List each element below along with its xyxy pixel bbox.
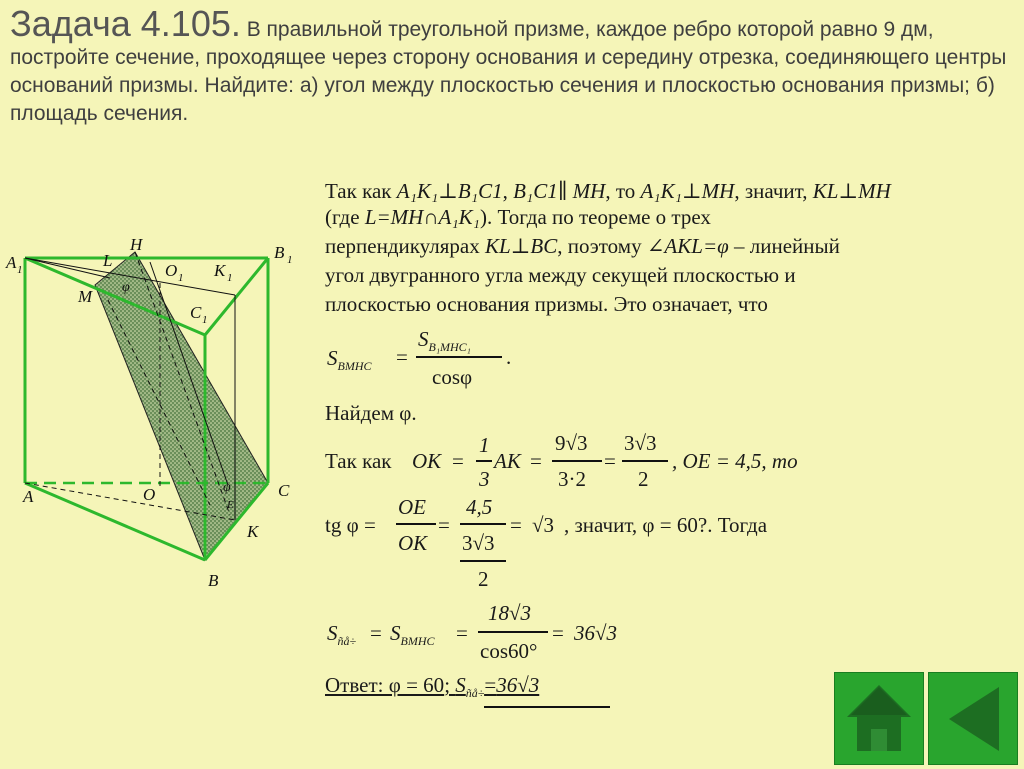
solution-line-2 — [325, 204, 711, 230]
text: перпендикулярах — [325, 234, 485, 258]
label-o: O — [143, 485, 156, 504]
text: Так как — [325, 179, 397, 203]
f3-d1: OK — [398, 531, 428, 555]
sub: ñå÷ — [337, 634, 357, 649]
f2-n1: 1 — [479, 433, 490, 457]
sub: BMHC — [337, 359, 372, 374]
label-phi-bottom: φ — [223, 480, 231, 495]
sub: B₁MHC₁ — [428, 340, 471, 355]
label-o1-sub: 1 — [178, 272, 184, 284]
formula: B₁C1∥ MH — [513, 179, 606, 203]
formula: KL⊥MH — [812, 179, 891, 203]
f3-tg: tg φ = — [325, 513, 376, 537]
f3-rest: , значит, φ = 60?. Тогда — [564, 513, 768, 537]
s: S — [390, 621, 401, 645]
f3-res: √3 — [532, 513, 555, 537]
f3-d2a: 3√3 — [462, 531, 495, 555]
f3-n1: OE — [398, 495, 426, 519]
sub: BMHC — [400, 634, 435, 649]
solution-line-4: угол двугранного угла между секущей плоскостью и — [325, 263, 796, 287]
f2-ok: OK — [412, 449, 442, 473]
text: , значит, — [734, 179, 813, 203]
f1-fraction-line — [416, 356, 502, 358]
label-h: H — [130, 235, 143, 254]
f3-eq2: = — [510, 513, 522, 537]
f4-s2 — [390, 620, 435, 654]
f3-line1 — [396, 523, 436, 525]
label-k1-sub: 1 — [227, 272, 233, 284]
task-text: В правильной треугольной призме, каждое ребро которой равно 9 дм, постройте сечение, проходящее через сторону основания и середину отрезка, соединяющего центры оснований призмы. Найдите: а) угол между плоскостью сечения и плоскостью основания призмы; б) площадь сечения. — [10, 18, 1007, 125]
label-k1: K — [214, 261, 226, 280]
f2-n3: 3√3 — [624, 431, 657, 455]
sub: ñå÷ — [465, 686, 485, 701]
house-icon — [835, 673, 923, 764]
task-title: Задача 4.105. — [10, 3, 241, 44]
f4-line — [478, 631, 548, 633]
f3-line3 — [460, 560, 506, 562]
label-a1: A — [6, 253, 17, 272]
f2-n2: 9√3 — [555, 431, 588, 455]
label-l: L — [103, 251, 113, 270]
f1-eq: = — [396, 345, 408, 369]
answer-text — [325, 672, 539, 706]
label-b1-sub: 1 — [287, 254, 293, 266]
f3-d2b: 2 — [478, 567, 489, 591]
f2-prefix: Так как — [325, 449, 392, 473]
label-c1: C — [190, 303, 202, 322]
f2-line3 — [622, 460, 668, 462]
f2-eq3: = — [604, 449, 616, 473]
label-a: A — [23, 487, 34, 506]
f4-eq3: = — [552, 621, 564, 645]
answer-area: 36√3 — [496, 673, 540, 697]
f4-eq1: = — [370, 621, 382, 645]
task-statement — [10, 3, 1010, 128]
home-button[interactable] — [834, 672, 924, 765]
answer-underline — [484, 706, 610, 708]
label-m: M — [78, 287, 93, 306]
label-e: E — [227, 499, 234, 511]
f1-den: cosφ — [432, 365, 473, 389]
f3-eq1: = — [438, 513, 450, 537]
f2-line2 — [552, 460, 602, 462]
f4-res: 36√3 — [574, 621, 618, 645]
s: S — [455, 673, 466, 697]
f1-lhs — [327, 345, 372, 379]
f3-n2: 4,5 — [466, 495, 493, 519]
f2-eq2: = — [530, 449, 542, 473]
text: , то — [605, 179, 641, 203]
formula: A₁K₁⊥B₁C1 — [396, 179, 503, 203]
text: ; — [444, 673, 456, 697]
text: (где — [325, 205, 365, 229]
answer-angle: Ответ: φ = 60 — [325, 673, 445, 697]
find-phi: Найдем φ. — [325, 401, 417, 425]
label-b: B — [208, 571, 219, 590]
formula: A₁K₁⊥MH — [640, 179, 735, 203]
solution-line-5: плоскостью основания призмы. Это означает, что — [325, 292, 768, 316]
triangle-left-icon — [929, 673, 1017, 764]
f2-line1 — [476, 460, 492, 462]
label-a1-sub: 1 — [17, 264, 23, 276]
label-c1-sub: 1 — [202, 314, 208, 326]
f2-d1: 3 — [479, 467, 490, 491]
s: S — [327, 621, 338, 645]
prism-figure — [0, 228, 310, 598]
eq: = — [484, 673, 497, 697]
f2-eq1: = — [452, 449, 464, 473]
text: ). Тогда по теореме о трех — [479, 205, 711, 229]
f4-s — [327, 620, 356, 654]
f4-num: 18√3 — [488, 601, 532, 625]
f4-eq2: = — [456, 621, 468, 645]
label-k: K — [247, 522, 259, 541]
label-b1: B — [274, 243, 285, 262]
text: – линейный — [728, 234, 840, 258]
formula: L=MH∩A₁K₁ — [364, 205, 480, 229]
formula: KL⊥BC — [484, 234, 558, 258]
s: S — [418, 327, 429, 351]
f2-ak: AK — [494, 449, 521, 473]
f4-den: cos60° — [480, 639, 538, 663]
f2-rest: , OE = 4,5, то — [672, 449, 798, 473]
label-phi-top: φ — [122, 280, 130, 295]
s: S — [327, 346, 338, 370]
text: , — [502, 179, 514, 203]
f3-line2 — [460, 523, 506, 525]
label-o1: O — [165, 261, 178, 280]
solution-line-1 — [325, 178, 891, 204]
f2-d3: 2 — [638, 467, 649, 491]
label-c: C — [278, 481, 290, 500]
f1-dot: . — [506, 345, 512, 369]
text: , поэтому — [557, 234, 647, 258]
solution-line-3 — [325, 233, 840, 259]
formula: ∠AKL=φ — [646, 234, 729, 258]
f2-d2: 3·2 — [558, 467, 586, 491]
back-button[interactable] — [928, 672, 1018, 765]
nav-buttons — [834, 672, 1018, 765]
